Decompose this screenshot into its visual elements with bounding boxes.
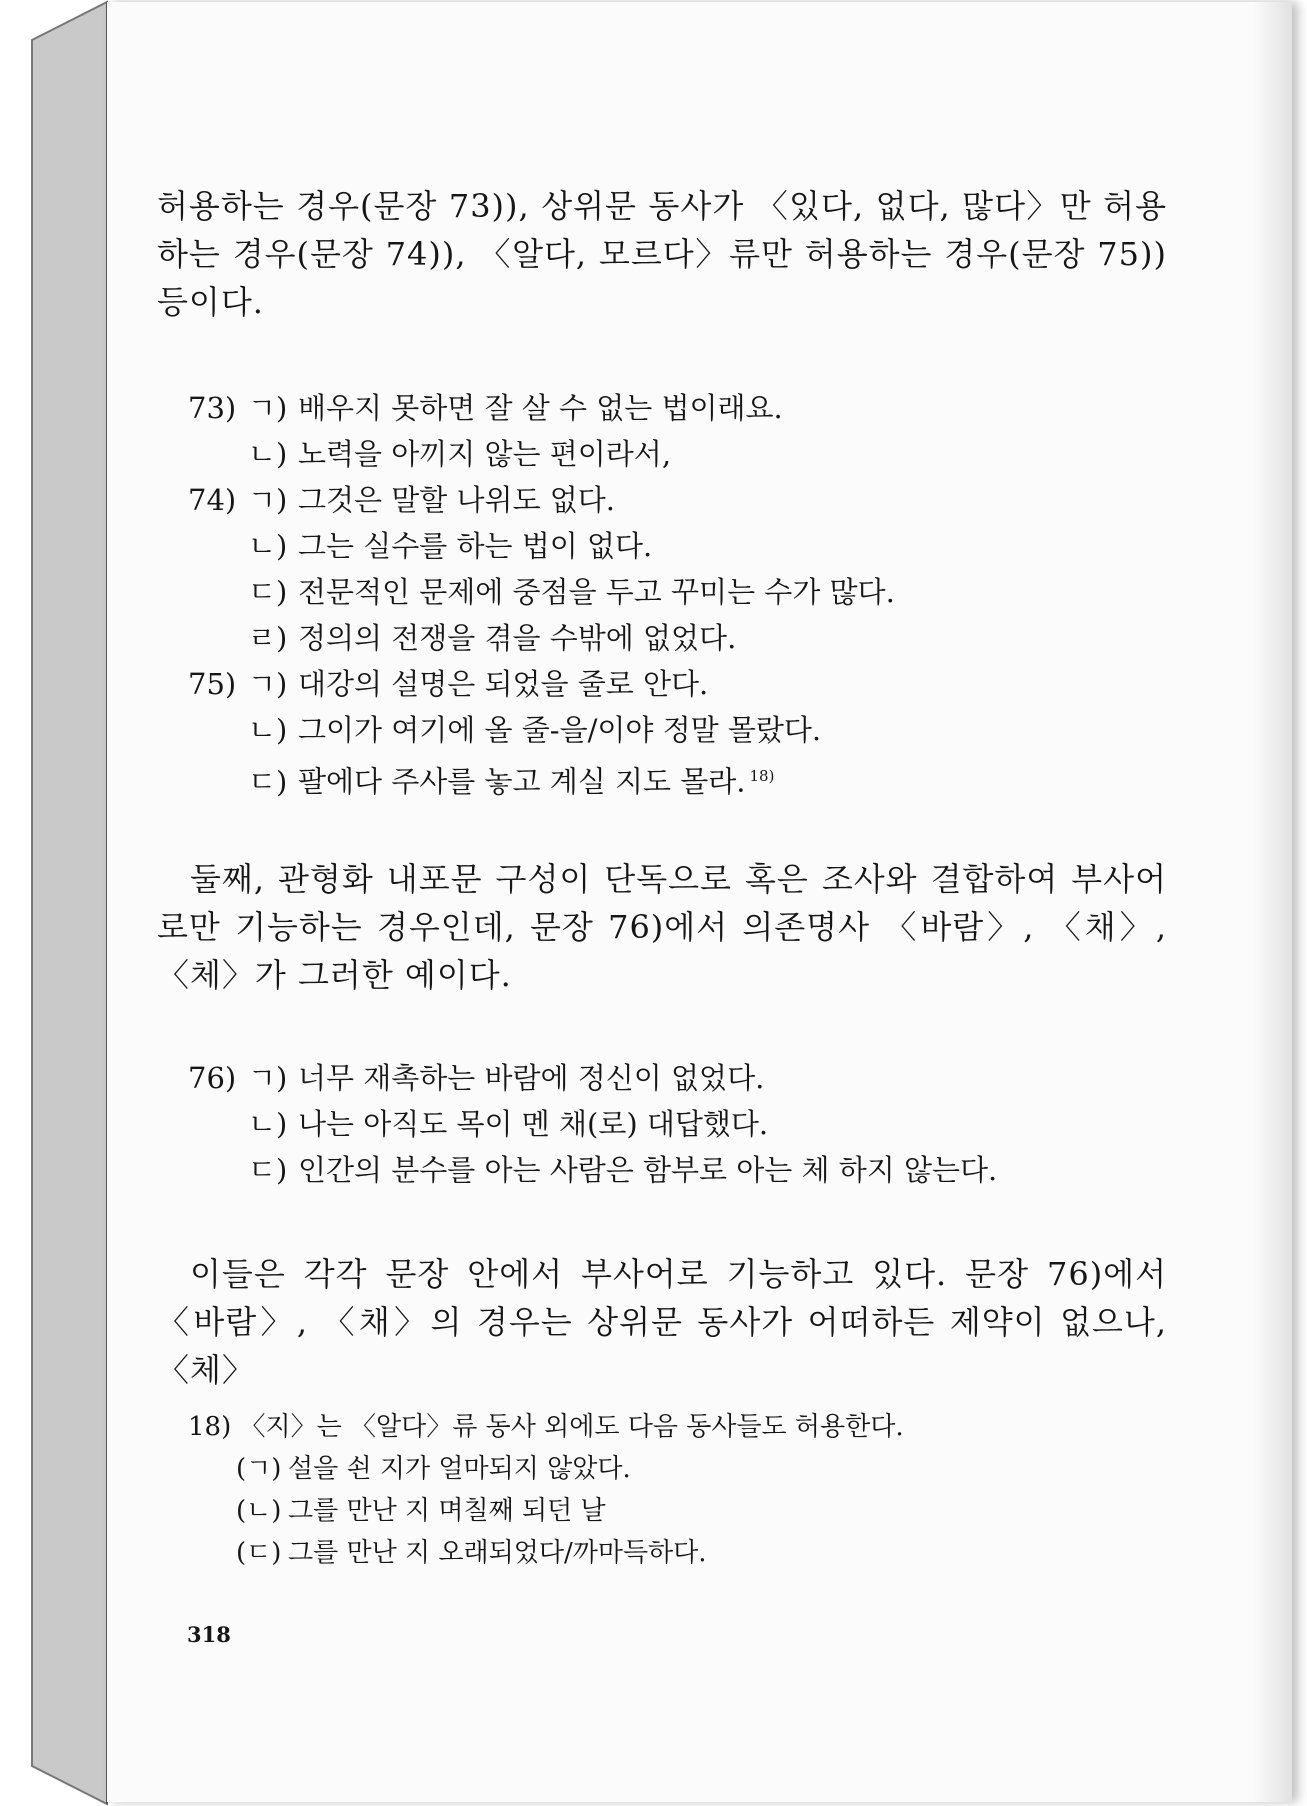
example-row: 74) ㄱ) 그것은 말할 나위도 없다. — [188, 483, 616, 517]
footnote-head: 18) 〈지〉는 〈알다〉류 동사 외에도 다음 동사들도 허용한다. — [188, 1412, 904, 1442]
example-row: ㄴ) 노력을 아끼지 않는 편이라서, — [248, 437, 672, 471]
example-row: ㄷ) 인간의 분수를 아는 사람은 함부로 아는 체 하지 않는다. — [248, 1153, 998, 1187]
footnote-item: (ㄴ) 그를 만난 지 며칠째 되던 날 — [236, 1496, 606, 1526]
example-row: 73) ㄱ) 배우지 못하면 잘 살 수 없는 법이래요. — [188, 391, 783, 425]
paragraph-3 — [157, 1250, 1167, 1394]
paragraph-2-text: 둘째, 관형화 내포문 구성이 단독으로 혹은 조사와 결합하여 부사어로만 기능하는 경우인데, 문장 76)에서 의존명사 〈바람〉, 〈채〉, 〈체〉가 그러한 예이다. — [157, 860, 1167, 994]
footnote-18 — [188, 1406, 1148, 1574]
page-number: 318 — [187, 1622, 231, 1647]
paragraph-1 — [157, 182, 1167, 326]
example-row: ㄷ) 팔에다 주사를 놓고 계실 지도 몰라. $^{18)}$ — [248, 764, 775, 799]
example-row: ㄴ) 그이가 여기에 올 줄-을/이야 정말 몰랐다. — [248, 713, 822, 747]
page-edge-shadow — [1252, 2, 1292, 1802]
example-row: 76) ㄱ) 너무 재촉하는 바람에 정신이 없었다. — [188, 1061, 765, 1095]
example-row: ㄹ) 정의의 전쟁을 겪을 수밖에 없었다. — [248, 621, 737, 655]
example-row: ㄴ) 그는 실수를 하는 법이 없다. — [248, 529, 653, 563]
footnote-item: (ㄱ) 설을 쇤 지가 얼마되지 않았다. — [236, 1454, 631, 1484]
examples-76 — [188, 1055, 1148, 1193]
footnote-item: (ㄷ) 그를 만난 지 오래되었다/까마득하다. — [236, 1538, 707, 1568]
footnote-ref: 18) — [749, 767, 775, 785]
paragraph-1-text: 허용하는 경우(문장 73)), 상위문 동사가 〈있다, 없다, 많다〉만 허용하는 경우(문장 74)), 〈알다, 모르다〉류만 허용하는 경우(문장 75)) 등이다. — [157, 187, 1167, 321]
paragraph-3-text: 이들은 각각 문장 안에서 부사어로 기능하고 있다. 문장 76)에서 〈바람〉, 〈채〉의 경우는 상위문 동사가 어떠하든 제약이 없으나, 〈체〉 — [157, 1255, 1167, 1389]
examples-73-75 — [188, 385, 1148, 799]
example-row: ㄷ) 전문적인 문제에 중점을 두고 꾸미는 수가 많다. — [248, 575, 895, 609]
example-row: ㄴ) 나는 아직도 목이 멘 채(로) 대답했다. — [248, 1107, 769, 1141]
example-row: 75) ㄱ) 대강의 설명은 되었을 줄로 안다. — [188, 667, 709, 701]
paragraph-2 — [157, 855, 1167, 999]
